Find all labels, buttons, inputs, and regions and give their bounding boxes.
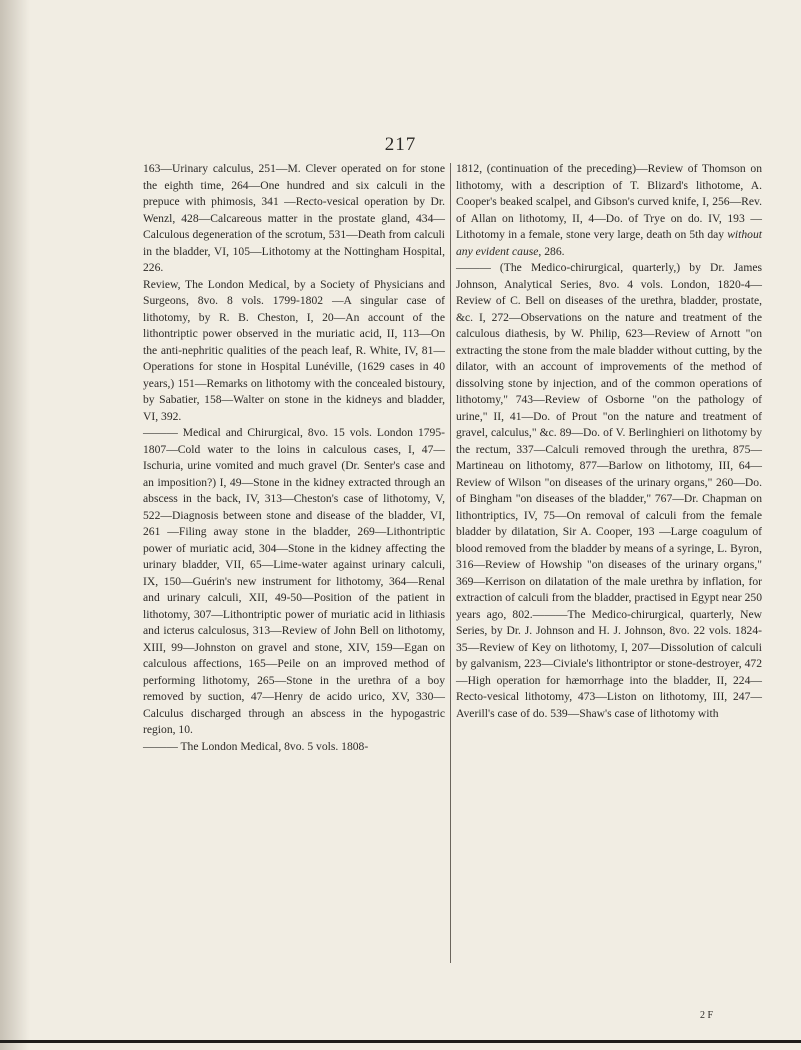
left-paragraph-1: 163—Urinary calculus, 251—M. Clever operated on for stone the eighth time, 264—One hundred and six calculi in the prepuce with phimosis, 341 —Recto-vesical operation by Dr. Wenzl, 428—Calcareous matter in the prostate gland, 434—Calculous degeneration of the scrotum, 531—Death from calculi in the bladder, VI, 105—Lithotomy at the Nottingham Hospital, 226. (143, 162, 445, 274)
left-paragraph-2: Review, The London Medical, by a Society of Physicians and Surgeons, 8vo. 8 vols. 1799-1802 —A singular case of lithotomy, by R. B. Cheston, I, 20—An account of the lithontriptic power observed in the muriatic acid, II, 113—On the anti-nephritic qualities of the peach leaf, R. White, IV, 81—Operations for stone in Hospital Lunéville, (1629 cases in 40 years,) 151—Remarks on lithotomy with the concealed bistoury, by Sabatier, 158—Walter on stone in the kidneys and bladder, VI, 392. (143, 277, 445, 423)
bottom-rule (0, 1040, 801, 1043)
signature-mark: 2 F (700, 1010, 714, 1021)
left-paragraph-3: ——— Medical and Chirurgical, 8vo. 15 vols. London 1795-1807—Cold water to the loins in calculous cases, I, 47—Ischuria, urine vomited and much gravel (Dr. Senter's case and an imposition?) I, 49—Stone in the kidney extracted through an abscess in the back, IV, 313—Cheston's case of lithotomy, V, 522—Diagnosis between stone and disease of the bladder, VI, 261 —Filing away stone in the bladder, 269—Lithontriptic power of muriatic acid, 304—Stone in the kidney affecting the urinary bladder, VII, 65—Lime-water against urinary calculi, IX, 150—Guérin's new instrument for lithotomy, 364—Renal and urinary calculi, XII, 49-50—Position of the patient in lithotomy, 307—Lithontriptic power of muriatic acid in lithiasis and icterus calculosus, 313—Review of John Bell on lithotomy, XIII, 99—Johnston on gravel and stone, XIV, 159—Egan on calculous affections, 165—Peile on an improved method of performing lithotomy, 265—Stone in the urethra of a boy removed by suction, 47—Henry de acido urico, XV, 330—Calculus discharged through an abscess in the hypogastric region, 10. (143, 426, 445, 736)
right-paragraph-1-tail: , 286. (538, 244, 565, 258)
page-edge-shadow (0, 0, 30, 1050)
right-paragraph-1 (456, 161, 762, 260)
page-number: 217 (384, 134, 417, 155)
right-paragraph-1-text: 1812, (continuation of the preceding)—Review of Thomson on lithotomy, with a description of T. Blizard's lithotome, A. Cooper's beaked scalpel, and Gibson's curved knife, I, 256—Rev. of Allan on lithotomy, II, 4—Do. of Trye on do. IV, 193 —Lithotomy in a female, stone very large, death on 5th day (456, 162, 762, 241)
right-paragraph-2: ——— (The Medico-chirurgical, quarterly,) by Dr. James Johnson, Analytical Series, 8vo. 4 vols. London, 1820-4—Review of C. Bell on diseases of the urethra, bladder, prostate, &c. I, 272—Observations on the nature and treatment of the calculous diathesis, by W. Philip, 623—Review of Arnott "on extracting the stone from the male bladder without cutting, by the dilator, with an account of improvements of the method of dissolving stone by injection, and of the common operations of lithotomy," 743—Review of Osborne "on the pathology of urine," II, 41—Do. of Prout "on the nature and treatment of gravel, calculus," &c. 89—Do. of V. Berlinghieri on lithotomy by the rectum, 337—Calculi removed through the urethra, 875—Martineau on lithotomy, 877—Barlow on lithotomy, III, 64—Review of Wilson "on diseases of the urinary organs," 260—Do. of Bingham "on diseases of the bladder," 767—Dr. Chapman on lithontriptics, IV, 75—On removal of calculi from the female bladder by dilatation, Sir A. Cooper, 193 —Large coagulum of blood removed from the bladder by means of a syringe, L. Byron, 316—Review of Howship "on diseases of the urinary organs," 369—Kerrison on dilatation of the male urethra by inflation, for extraction of calculi from the bladder, practised in Egypt near 250 years ago, 802.———The Medico-chirurgical, quarterly, New Series, by Dr. J. Johnson and H. J. Johnson, 8vo. 22 vols. 1824-35—Review of Key on lithotomy, I, 207—Dissolution of calculi by galvanism, 223—Civiale's lithontriptor or stone-destroyer, 472—High operation for hæmorrhage into the bladder, II, 224—Recto-vesical lithotomy, 473—Liston on lithotomy, III, 247—Averill's case of do. 539—Shaw's case of lithotomy with (456, 261, 762, 720)
left-column (143, 161, 445, 755)
right-paragraph-1-italic: without any evident cause (456, 228, 762, 258)
left-paragraph-4: ——— The London Medical, 8vo. 5 vols. 1808- (143, 739, 369, 753)
right-column (456, 161, 762, 722)
column-divider (450, 163, 451, 963)
